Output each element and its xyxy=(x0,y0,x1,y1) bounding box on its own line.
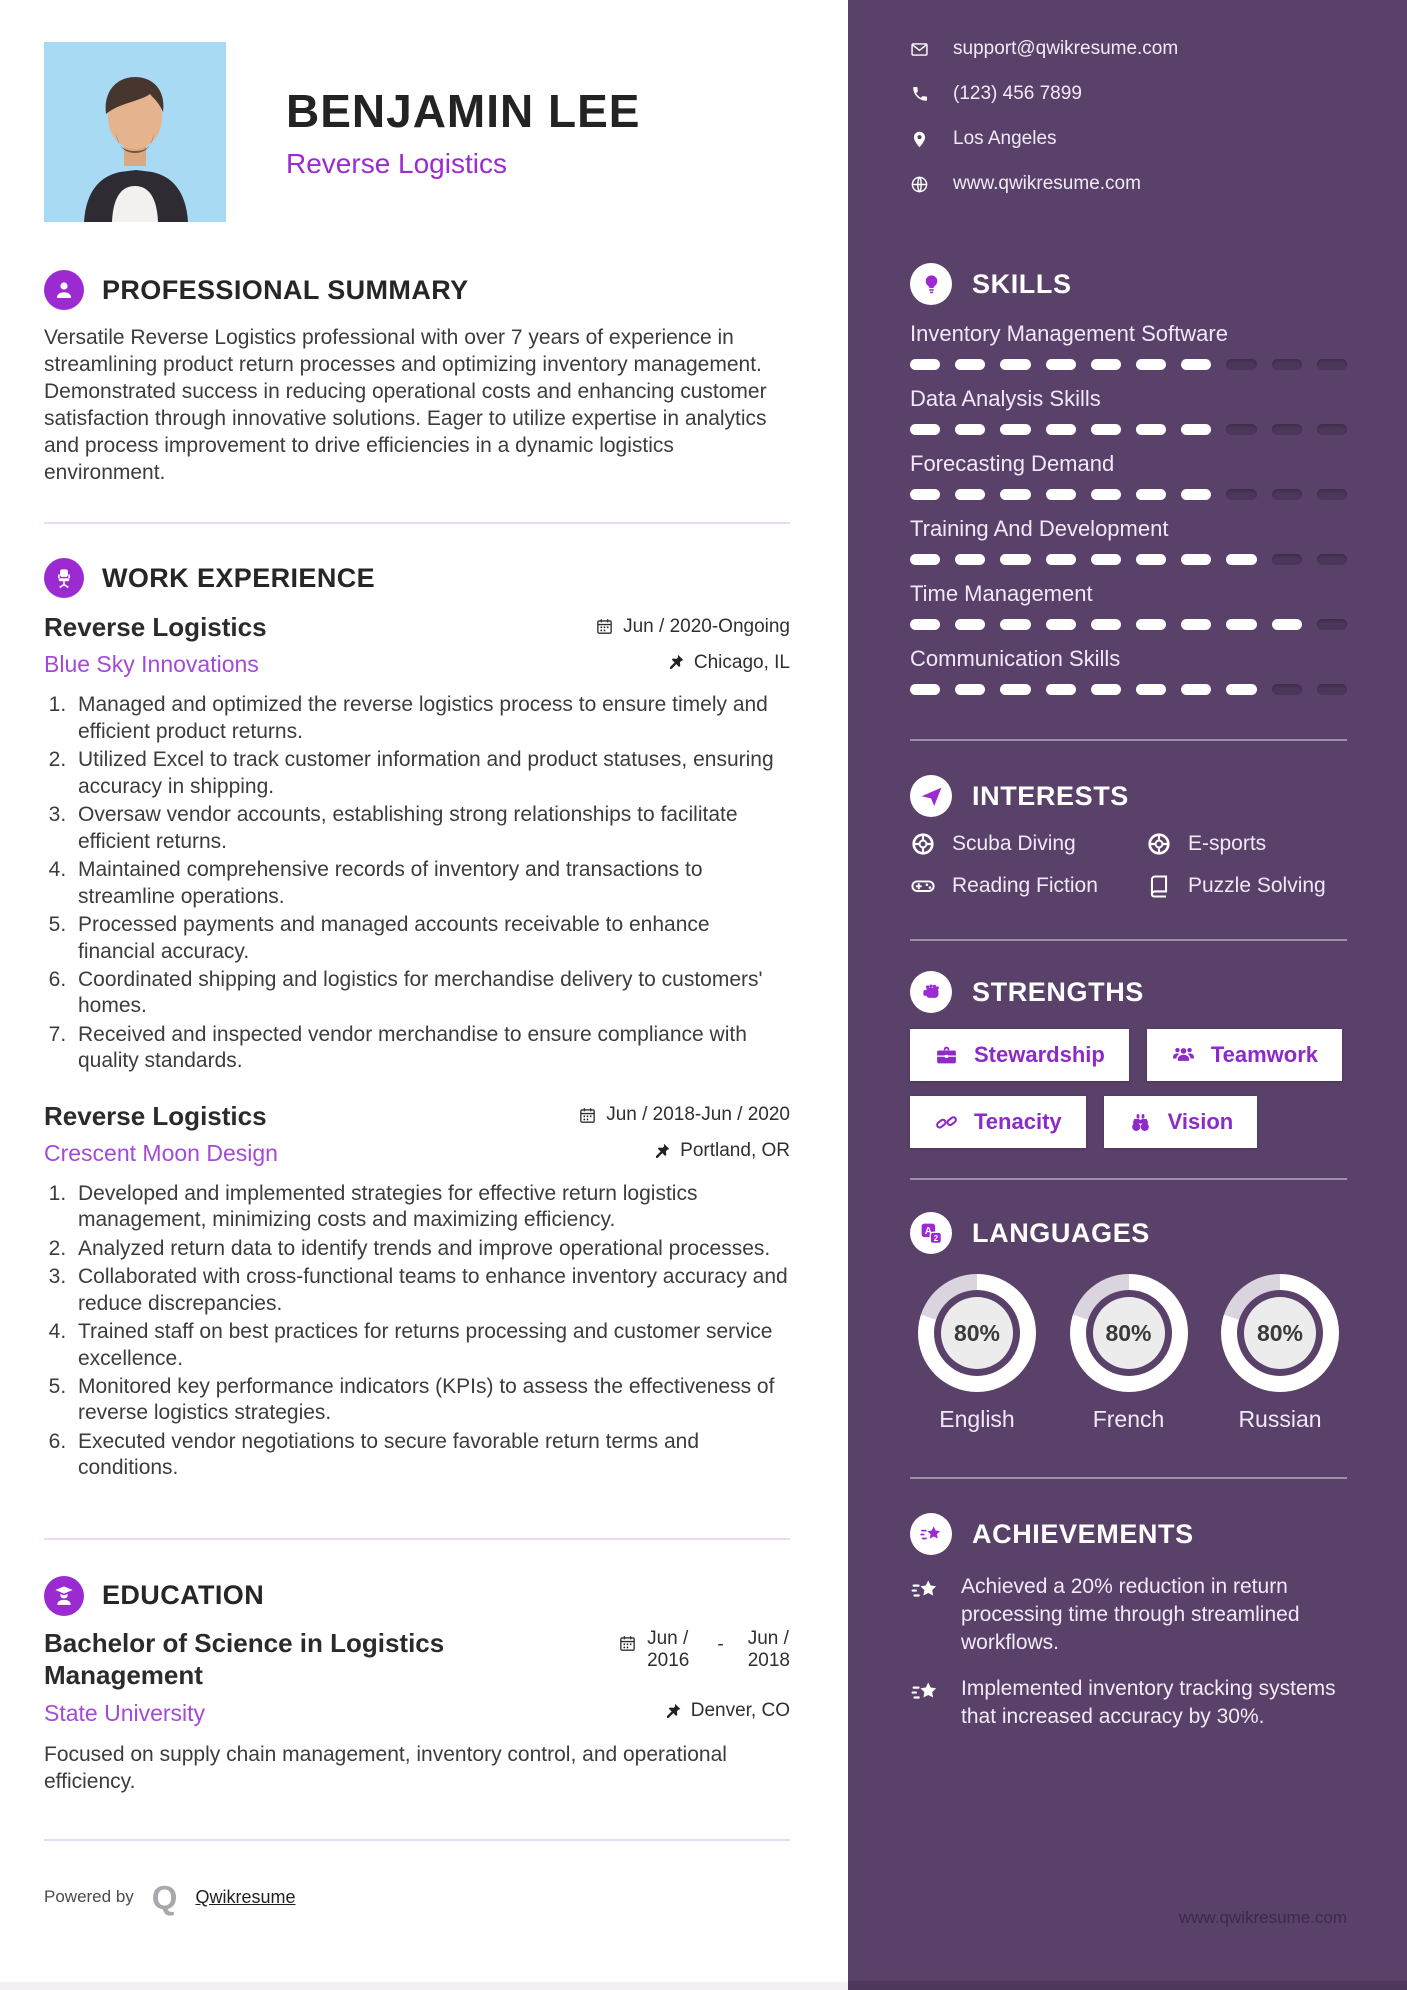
skill-bar-segment xyxy=(1272,684,1302,695)
skill-bar-segment xyxy=(910,684,940,695)
lifebuoy-icon xyxy=(910,831,936,857)
summary-heading: PROFESSIONAL SUMMARY xyxy=(102,274,469,305)
strengths-heading-row xyxy=(910,971,1347,1013)
job-dates xyxy=(595,616,790,638)
language-item xyxy=(1066,1274,1192,1433)
language-donut-chart xyxy=(1221,1274,1339,1392)
contact-value[interactable]: support@qwikresume.com xyxy=(953,38,1179,59)
language-percent: 80% xyxy=(1093,1297,1165,1369)
skill-bar-segment xyxy=(1181,554,1211,565)
bullet-item: 1. Managed and optimized the reverse logistics process to ensure timely and efficient product returns. xyxy=(72,692,790,745)
pushpin-icon xyxy=(666,653,685,672)
skills-list xyxy=(910,321,1347,695)
skill-bar-segment xyxy=(1000,489,1030,500)
skill-bar-segment xyxy=(1091,424,1121,435)
job-title: Reverse Logistics xyxy=(44,1100,267,1131)
achievements-heading-row xyxy=(910,1513,1347,1555)
education-description: Focused on supply chain management, inventory control, and operational efficiency. xyxy=(44,1742,727,1793)
skill-bar-segment xyxy=(910,554,940,565)
lightbulb-icon xyxy=(919,272,944,297)
language-label: French xyxy=(1092,1406,1165,1432)
skill-bar-segment xyxy=(955,489,985,500)
skill-bar-segment xyxy=(1046,424,1076,435)
languages-list xyxy=(910,1274,1347,1433)
skill-bar-segment xyxy=(1226,554,1256,565)
skill-bar-segment xyxy=(1000,554,1030,565)
shooting-star-icon xyxy=(910,1575,941,1606)
translate-icon xyxy=(910,1212,952,1254)
job-location xyxy=(652,1140,790,1162)
skill-bar-segment xyxy=(1272,359,1302,370)
skill-bar-segment xyxy=(1091,554,1121,565)
sidebar-divider xyxy=(910,1477,1347,1479)
education-heading: EDUCATION xyxy=(102,1580,265,1611)
qwikresume-logo-icon: Q xyxy=(151,1878,178,1916)
summary-text: Versatile Reverse Logistics professional with over 7 years of experience in streamlining product return processes and optimizing inventory management. Demonstrated success in reducing operational costs and enhancing customer satisfaction through innovative solutions. Eager to utilize expertise in analytics and process improvement to drive efficiencies in a dynamic logistics environment. xyxy=(44,326,767,485)
pushpin-icon xyxy=(652,1142,671,1161)
calendar-icon xyxy=(578,1106,597,1125)
skill-bar-segment xyxy=(1181,619,1211,630)
interest-label: Puzzle Solving xyxy=(1188,874,1326,897)
skill-bar-segment xyxy=(1226,489,1256,500)
location-pin-icon xyxy=(910,130,929,149)
work-heading: WORK EXPERIENCE xyxy=(102,562,376,593)
interest-item xyxy=(1146,873,1347,899)
language-percent: 80% xyxy=(941,1297,1013,1369)
languages-heading: LANGUAGES xyxy=(972,1217,1150,1248)
graduate-icon xyxy=(52,1584,76,1608)
skill-bar-segment xyxy=(1136,619,1166,630)
skill-bar-segment xyxy=(1046,619,1076,630)
achievements-section xyxy=(910,1513,1347,1731)
skill-bar-segment xyxy=(1091,359,1121,370)
interest-item xyxy=(910,831,1146,857)
achievements-heading: ACHIEVEMENTS xyxy=(972,1518,1194,1549)
education-end-date: Jun / 2018 xyxy=(747,1627,790,1671)
job-company-row xyxy=(44,1140,790,1167)
strengths-heading: STRENGTHS xyxy=(972,976,1144,1007)
interest-label: E-sports xyxy=(1188,832,1267,855)
strengths-list xyxy=(910,1029,1347,1148)
skill-bar-segment xyxy=(1272,554,1302,565)
skill-bar-segment xyxy=(1091,619,1121,630)
skill-bar-segment xyxy=(1317,489,1347,500)
skill-bar xyxy=(910,619,1347,630)
fist-icon xyxy=(910,971,952,1013)
skill-item xyxy=(910,321,1347,370)
skill-item xyxy=(910,581,1347,630)
education-top-row xyxy=(44,1628,790,1692)
phone-icon xyxy=(910,85,929,104)
identity-text xyxy=(286,84,640,180)
skill-label: Training And Development xyxy=(910,516,1169,541)
skill-bar-segment xyxy=(1226,359,1256,370)
skill-bar xyxy=(910,489,1347,500)
skill-bar-segment xyxy=(1046,359,1076,370)
skill-bar-segment xyxy=(1091,489,1121,500)
contact-row xyxy=(910,83,1347,105)
skill-label: Data Analysis Skills xyxy=(910,386,1101,411)
achievement-text: Achieved a 20% reduction in return processing time through streamlined workflows. xyxy=(961,1575,1300,1654)
skill-bar-segment xyxy=(1272,424,1302,435)
education-location: Denver, CO xyxy=(663,1700,790,1722)
skill-label: Time Management xyxy=(910,581,1093,606)
skill-item xyxy=(910,646,1347,695)
job-location xyxy=(666,652,790,674)
summary-heading-row xyxy=(44,270,790,310)
skill-bar-segment xyxy=(910,619,940,630)
identity-header xyxy=(44,42,790,222)
paper-plane-icon xyxy=(919,784,944,809)
skill-item xyxy=(910,516,1347,565)
skill-bar-segment xyxy=(1181,424,1211,435)
calendar-icon xyxy=(618,1634,637,1653)
skill-bar-segment xyxy=(1181,359,1211,370)
skill-bar-segment xyxy=(1000,359,1030,370)
interests-list xyxy=(910,831,1347,899)
skill-bar-segment xyxy=(1226,424,1256,435)
bullet-item: 6. Executed vendor negotiations to secure favorable return terms and conditions. xyxy=(72,1429,790,1482)
skill-bar-segment xyxy=(1136,424,1166,435)
envelope-icon xyxy=(910,40,929,59)
skill-bar-segment xyxy=(1272,619,1302,630)
skill-bar-segment xyxy=(1226,619,1256,630)
skill-bar-segment xyxy=(1181,684,1211,695)
candidate-title: Reverse Logistics xyxy=(286,148,507,179)
date-separator: - xyxy=(717,1633,724,1655)
achievement-item xyxy=(910,1573,1347,1657)
job-dates-text: Jun / 2020-Ongoing xyxy=(623,615,790,637)
sidebar-column xyxy=(848,0,1407,1990)
work-heading-row xyxy=(44,558,790,598)
skill-label: Inventory Management Software xyxy=(910,321,1228,346)
language-label: English xyxy=(939,1406,1015,1432)
skill-bar-segment xyxy=(1317,684,1347,695)
jobs-list xyxy=(44,612,790,1481)
profile-photo xyxy=(44,42,226,222)
achievements-list xyxy=(910,1573,1347,1731)
skill-bar-segment xyxy=(955,554,985,565)
professional-summary-section xyxy=(44,270,790,486)
bullet-item: 2. Utilized Excel to track customer information and product statuses, ensuring accuracy in shipping. xyxy=(72,747,790,800)
skill-bar-segment xyxy=(1136,684,1166,695)
svg-text:A: A xyxy=(924,1225,932,1237)
footer-left xyxy=(44,1878,790,1916)
bullet-item: 3. Collaborated with cross-functional teams to enhance inventory accuracy and reduce discrepancies. xyxy=(72,1264,790,1317)
contact-row xyxy=(910,38,1347,60)
person-icon xyxy=(52,278,76,302)
skill-bar-segment xyxy=(910,489,940,500)
skill-bar-segment xyxy=(1046,554,1076,565)
graduate-icon xyxy=(44,1576,84,1616)
job-location-text: Portland, OR xyxy=(680,1140,790,1162)
skill-bar-segment xyxy=(955,424,985,435)
interest-label: Reading Fiction xyxy=(952,874,1098,897)
education-section xyxy=(44,1576,790,1795)
section-divider xyxy=(44,522,790,524)
chain-icon xyxy=(934,1110,959,1135)
skill-bar xyxy=(910,554,1347,565)
shooting-star-icon xyxy=(910,1677,941,1708)
education-mid-row xyxy=(44,1700,790,1727)
job-title-row xyxy=(44,1101,790,1132)
lifebuoy-icon xyxy=(1146,831,1172,857)
skills-heading-row xyxy=(910,263,1347,305)
briefcase-icon xyxy=(934,1043,959,1068)
job-dates-text: Jun / 2018-Jun / 2020 xyxy=(606,1104,790,1126)
skill-label: Forecasting Demand xyxy=(910,451,1115,476)
sidebar-divider xyxy=(910,1178,1347,1180)
skill-bar-segment xyxy=(1046,489,1076,500)
languages-section xyxy=(910,1212,1347,1433)
pushpin-icon xyxy=(663,1702,682,1721)
skills-section xyxy=(910,263,1347,695)
skill-bar-segment xyxy=(910,359,940,370)
company-name: Blue Sky Innovations xyxy=(44,651,259,678)
interests-section xyxy=(910,775,1347,899)
sidebar-divider xyxy=(910,939,1347,941)
shooting-star-icon xyxy=(919,1522,944,1547)
education-heading-row xyxy=(44,1576,790,1616)
job-location-text: Chicago, IL xyxy=(693,651,790,673)
languages-heading-row xyxy=(910,1212,1347,1254)
strengths-section xyxy=(910,971,1347,1148)
contact-row xyxy=(910,128,1347,150)
skill-bar-segment xyxy=(1000,684,1030,695)
gamepad-icon xyxy=(910,873,936,899)
skill-bar-segment xyxy=(1136,489,1166,500)
fist-icon xyxy=(919,980,944,1005)
candidate-name: BENJAMIN LEE xyxy=(286,85,641,137)
contact-value[interactable]: www.qwikresume.com xyxy=(953,173,1141,194)
shooting-star-icon xyxy=(910,1513,952,1555)
bullet-item: 1. Developed and implemented strategies for effective return logistics management, minimizing costs and maximizing efficiency. xyxy=(72,1181,790,1234)
interest-label: Scuba Diving xyxy=(952,832,1076,855)
person-icon xyxy=(44,270,84,310)
interest-item xyxy=(910,873,1146,899)
bullet-item: 6. Coordinated shipping and logistics for merchandise delivery to customers' homes. xyxy=(72,967,790,1020)
skill-label: Communication Skills xyxy=(910,646,1121,671)
company-name: Crescent Moon Design xyxy=(44,1139,278,1166)
skill-bar-segment xyxy=(1317,554,1347,565)
skill-item xyxy=(910,386,1347,435)
language-label: Russian xyxy=(1238,1406,1322,1432)
contact-block xyxy=(910,38,1347,195)
skill-bar-segment xyxy=(1317,424,1347,435)
book-icon xyxy=(1146,873,1172,899)
education-dates xyxy=(618,1628,790,1692)
paper-plane-icon xyxy=(910,775,952,817)
svg-text:2: 2 xyxy=(933,1233,938,1243)
job-dates xyxy=(578,1104,790,1126)
skill-bar-segment xyxy=(955,619,985,630)
bullet-item: 2. Analyzed return data to identify trends and improve operational processes. xyxy=(72,1236,790,1262)
skill-bar-segment xyxy=(1091,684,1121,695)
school-name: State University xyxy=(44,1699,206,1726)
education-start-date: Jun / 2016 xyxy=(647,1627,690,1671)
bullet-item: 7. Received and inspected vendor merchandise to ensure compliance with quality standards. xyxy=(72,1022,790,1075)
portrait-photo-placeholder xyxy=(44,42,226,222)
strength-card xyxy=(910,1029,1129,1081)
job-bullets xyxy=(44,692,790,1074)
job-title: Reverse Logistics xyxy=(44,612,267,643)
interests-heading-row xyxy=(910,775,1347,817)
office-chair-icon xyxy=(44,558,84,598)
skill-bar-segment xyxy=(1000,619,1030,630)
lightbulb-icon xyxy=(910,263,952,305)
skill-bar-segment xyxy=(1181,489,1211,500)
strength-label: Teamwork xyxy=(1210,1042,1318,1067)
globe-icon xyxy=(910,175,929,194)
skill-bar-segment xyxy=(910,424,940,435)
team-icon xyxy=(1171,1043,1196,1068)
section-divider xyxy=(44,1538,790,1540)
language-percent: 80% xyxy=(1244,1297,1316,1369)
language-donut-chart xyxy=(1070,1274,1188,1392)
bullet-item: 4. Trained staff on best practices for returns processing and customer service excellence. xyxy=(72,1319,790,1372)
office-chair-icon xyxy=(52,566,76,590)
skill-bar-segment xyxy=(1046,684,1076,695)
skill-bar-segment xyxy=(955,684,985,695)
skill-bar-segment xyxy=(1136,554,1166,565)
job-entry xyxy=(44,1101,790,1482)
contact-value: (123) 456 7899 xyxy=(953,83,1082,104)
strength-card xyxy=(1147,1029,1342,1081)
job-bullets xyxy=(44,1181,790,1482)
job-entry xyxy=(44,612,790,1074)
achievement-text: Implemented inventory tracking systems that increased accuracy by 30%. xyxy=(961,1676,1336,1728)
bullet-item: 4. Maintained comprehensive records of inventory and transactions to streamline operations. xyxy=(72,857,790,910)
translate-icon xyxy=(919,1221,944,1246)
strength-label: Stewardship xyxy=(974,1042,1105,1067)
bullet-item: 5. Monitored key performance indicators (KPIs) to assess the effectiveness of reverse logistics strategies. xyxy=(72,1374,790,1427)
interest-item xyxy=(1146,831,1347,857)
skill-bar xyxy=(910,684,1347,695)
bullet-item: 5. Processed payments and managed accounts receivable to enhance financial accuracy. xyxy=(72,912,790,965)
job-title-row xyxy=(44,612,790,643)
calendar-icon xyxy=(595,617,614,636)
binoculars-icon xyxy=(1128,1110,1153,1135)
skill-item xyxy=(910,451,1347,500)
strength-card xyxy=(1104,1096,1258,1148)
language-donut-chart xyxy=(918,1274,1036,1392)
work-experience-section xyxy=(44,558,790,1481)
interests-heading: INTERESTS xyxy=(972,780,1129,811)
skill-bar xyxy=(910,424,1347,435)
skill-bar-segment xyxy=(1317,619,1347,630)
strength-label: Tenacity xyxy=(974,1109,1062,1134)
degree-title: Bachelor of Science in Logistics Management xyxy=(44,1627,445,1690)
qwikresume-link[interactable]: Qwikresume xyxy=(195,1886,296,1907)
contact-row xyxy=(910,173,1347,195)
sidebar-divider xyxy=(910,739,1347,741)
contact-value: Los Angeles xyxy=(953,128,1057,149)
powered-by-label: Powered by xyxy=(44,1887,134,1907)
skill-bar-segment xyxy=(1272,489,1302,500)
language-item xyxy=(1217,1274,1343,1433)
skill-bar xyxy=(910,359,1347,370)
skill-bar-segment xyxy=(955,359,985,370)
language-item xyxy=(914,1274,1040,1433)
strength-label: Vision xyxy=(1167,1109,1234,1134)
skill-bar-segment xyxy=(1226,684,1256,695)
strength-card xyxy=(910,1096,1086,1148)
skills-heading: SKILLS xyxy=(972,268,1072,299)
bullet-item: 3. Oversaw vendor accounts, establishing strong relationships to facilitate efficient returns. xyxy=(72,802,790,855)
skill-bar-segment xyxy=(1317,359,1347,370)
job-company-row xyxy=(44,651,790,678)
skill-bar-segment xyxy=(1000,424,1030,435)
skill-bar-segment xyxy=(1136,359,1166,370)
achievement-item xyxy=(910,1675,1347,1731)
sidebar-footer-website[interactable]: www.qwikresume.com xyxy=(1178,1908,1347,1927)
section-divider xyxy=(44,1839,790,1841)
